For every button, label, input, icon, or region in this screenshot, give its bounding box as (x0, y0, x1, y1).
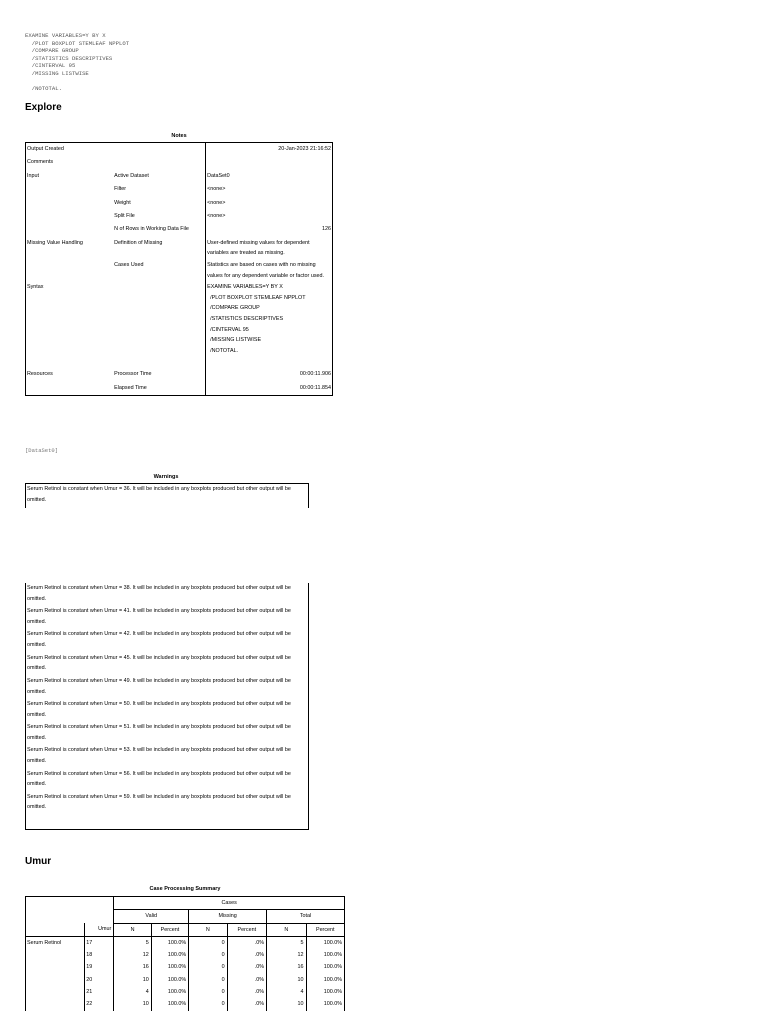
total-percent: 100.0% (306, 961, 344, 973)
cases-header: Cases (114, 897, 345, 910)
warning-item: Serum Retinol is constant when Umur = 36. It will be included in any boxplots produced but other output will be omitted. (27, 486, 291, 503)
table-row (26, 974, 345, 986)
valid-percent: 100.0% (151, 949, 188, 961)
variable-label: Serum Retinol (26, 936, 85, 949)
umur-value: 17 (86, 939, 93, 946)
table-row (26, 949, 345, 961)
active-dataset-label: Active Dataset (114, 172, 149, 179)
missing-n: 0 (189, 986, 227, 998)
output-created-value: 20-Jan-2023 21:16:52 (206, 143, 333, 157)
dataset-tag: [DataSet0] (25, 447, 59, 454)
table-row (26, 281, 333, 368)
table-row (26, 936, 345, 949)
rows-count-value: 126 (206, 223, 333, 236)
warning-item: Serum Retinol is constant when Umur = 38. It will be included in any boxplots produced but other output will be omitted. (27, 585, 291, 602)
table-row (26, 143, 333, 157)
missing-percent: .0% (227, 986, 266, 998)
processor-time-label: Processor Time (114, 371, 152, 378)
warning-item: Serum Retinol is constant when Umur = 45. It will be included in any boxplots produced but other output will be omitted. (27, 654, 291, 672)
valid-percent: 100.0% (151, 974, 188, 986)
umur-value: 20 (86, 976, 93, 983)
table-row (26, 923, 345, 936)
missing-percent: .0% (227, 936, 266, 949)
valid-percent: 100.0% (151, 936, 188, 949)
table-row (26, 210, 333, 223)
umur-value: 22 (86, 1001, 93, 1008)
table-row (26, 197, 333, 210)
total-header: Total (267, 910, 345, 923)
table-row (26, 183, 333, 196)
table-row (26, 237, 333, 259)
total-n: 16 (267, 961, 306, 973)
definition-missing-label: Definition of Missing (114, 239, 163, 246)
total-percent: 100.0% (306, 998, 344, 1010)
case-summary-title: Case Processing Summary (149, 886, 221, 892)
active-dataset-value: DataSet0 (206, 170, 333, 183)
case-summary-table (25, 896, 345, 1011)
valid-n-header: N (114, 923, 151, 936)
table-row (26, 156, 333, 169)
table-row (26, 368, 333, 381)
processor-time-value: 00:00:11.906 (206, 368, 333, 381)
table-row (26, 998, 345, 1010)
warning-item: Serum Retinol is constant when Umur = 53. It will be included in any boxplots produced but other output will be omitted. (27, 747, 291, 765)
warnings-box-first (25, 483, 309, 508)
valid-percent: 100.0% (151, 961, 188, 973)
warnings-title: Warnings (153, 474, 179, 480)
elapsed-time-label: Elapsed Time (113, 382, 206, 396)
missing-n: 0 (189, 998, 227, 1010)
missing-handling-label: Missing Value Handling (26, 237, 114, 259)
missing-percent: .0% (227, 974, 266, 986)
filter-value: <none> (206, 183, 333, 196)
table-row (26, 986, 345, 998)
resources-label: Resources (26, 368, 114, 381)
missing-percent: .0% (227, 949, 266, 961)
elapsed-time-value: 00:00:11.854 (206, 382, 333, 396)
missing-header: Missing (189, 910, 267, 923)
valid-percent-header: Percent (151, 923, 188, 936)
total-percent: 100.0% (306, 936, 344, 949)
valid-percent: 100.0% (151, 986, 188, 998)
umur-value: 19 (86, 964, 93, 971)
valid-n: 16 (114, 961, 151, 973)
valid-n: 5 (114, 936, 151, 949)
cases-used-value: Statistics are based on cases with no missing values for any dependent variable or factor used. (206, 259, 333, 281)
total-n: 10 (267, 974, 306, 986)
weight-value: <none> (206, 197, 333, 210)
split-file-label: Split File (114, 213, 135, 220)
cases-used-label: Cases Used (114, 262, 144, 269)
weight-label: Weight (114, 199, 131, 206)
warning-item: Serum Retinol is constant when Umur = 56. It will be included in any boxplots produced but other output will be omitted. (27, 770, 291, 788)
total-n: 5 (267, 936, 306, 949)
valid-n: 12 (114, 949, 151, 961)
filter-label: Filter (114, 186, 127, 193)
umur-value: 21 (86, 989, 93, 996)
table-row (26, 910, 345, 923)
warning-item: Serum Retinol is constant when Umur = 51. It will be included in any boxplots produced but other output will be omitted. (27, 724, 291, 741)
table-row (26, 897, 345, 910)
notes-table (25, 142, 333, 396)
warnings-box-continued (25, 583, 309, 830)
syntax-label: Syntax (26, 281, 114, 368)
total-percent: 100.0% (306, 949, 344, 961)
umur-value: 18 (86, 952, 93, 959)
warning-item: Serum Retinol is constant when Umur = 42. It will be included in any boxplots produced but other output will be omitted. (27, 631, 291, 649)
output-created-label: Output Created (26, 143, 206, 157)
table-row (26, 259, 333, 281)
total-n: 10 (267, 998, 306, 1010)
warning-item: Serum Retinol is constant when Umur = 49. It will be included in any boxplots produced but other output will be omitted. (27, 677, 291, 695)
table-row (26, 223, 333, 236)
missing-n: 0 (189, 974, 227, 986)
total-percent-header: Percent (306, 923, 344, 936)
total-percent: 100.0% (306, 986, 344, 998)
table-row (26, 382, 333, 396)
missing-n: 0 (189, 949, 227, 961)
valid-header: Valid (114, 910, 189, 923)
missing-percent: .0% (227, 961, 266, 973)
total-n: 12 (267, 949, 306, 961)
missing-n-header: N (189, 923, 227, 936)
valid-n: 10 (114, 998, 151, 1010)
missing-percent-header: Percent (227, 923, 266, 936)
warning-item: Serum Retinol is constant when Umur = 59. It will be included in any boxplots produced but other output will be omitted. (27, 793, 291, 811)
table-row (26, 961, 345, 973)
split-file-value: <none> (206, 210, 333, 223)
warning-item: Serum Retinol is constant when Umur = 41. It will be included in any boxplots produced but other output will be omitted. (27, 608, 291, 625)
missing-n: 0 (189, 936, 227, 949)
umur-heading: Umur (25, 856, 52, 867)
notes-title: Notes (171, 133, 187, 139)
warning-item: Serum Retinol is constant when Umur = 50. It will be included in any boxplots produced but other output will be omitted. (27, 700, 291, 718)
total-percent: 100.0% (306, 974, 344, 986)
missing-n: 0 (189, 961, 227, 973)
syntax-value: EXAMINE VARIABLES=Y BY X /PLOT BOXPLOT STEMLEAF NPPLOT /COMPARE GROUP /STATISTICS DESCRIPTIVES /CINTERVAL 95 /MISSING LISTWISE /NOTOTAL. (206, 281, 333, 368)
umur-col-header: Umur (85, 923, 114, 936)
valid-n: 4 (114, 986, 151, 998)
rows-count-label: N of Rows in Working Data File (114, 226, 189, 233)
missing-percent: .0% (227, 998, 266, 1010)
input-label: Input (26, 170, 114, 183)
comments-label: Comments (26, 156, 206, 169)
definition-missing-value: User-defined missing values for dependent variables are treated as missing. (206, 237, 333, 259)
valid-percent: 100.0% (151, 998, 188, 1010)
total-n: 4 (267, 986, 306, 998)
total-n-header: N (267, 923, 306, 936)
valid-n: 10 (114, 974, 151, 986)
table-row (26, 170, 333, 183)
explore-heading: Explore (25, 102, 62, 113)
syntax-block: EXAMINE VARIABLES=Y BY X /PLOT BOXPLOT STEMLEAF NPPLOT /COMPARE GROUP /STATISTICS DESCRIPTIVES /CINTERVAL 95 /MISSING LISTWISE /NOTOTAL. (25, 32, 130, 93)
